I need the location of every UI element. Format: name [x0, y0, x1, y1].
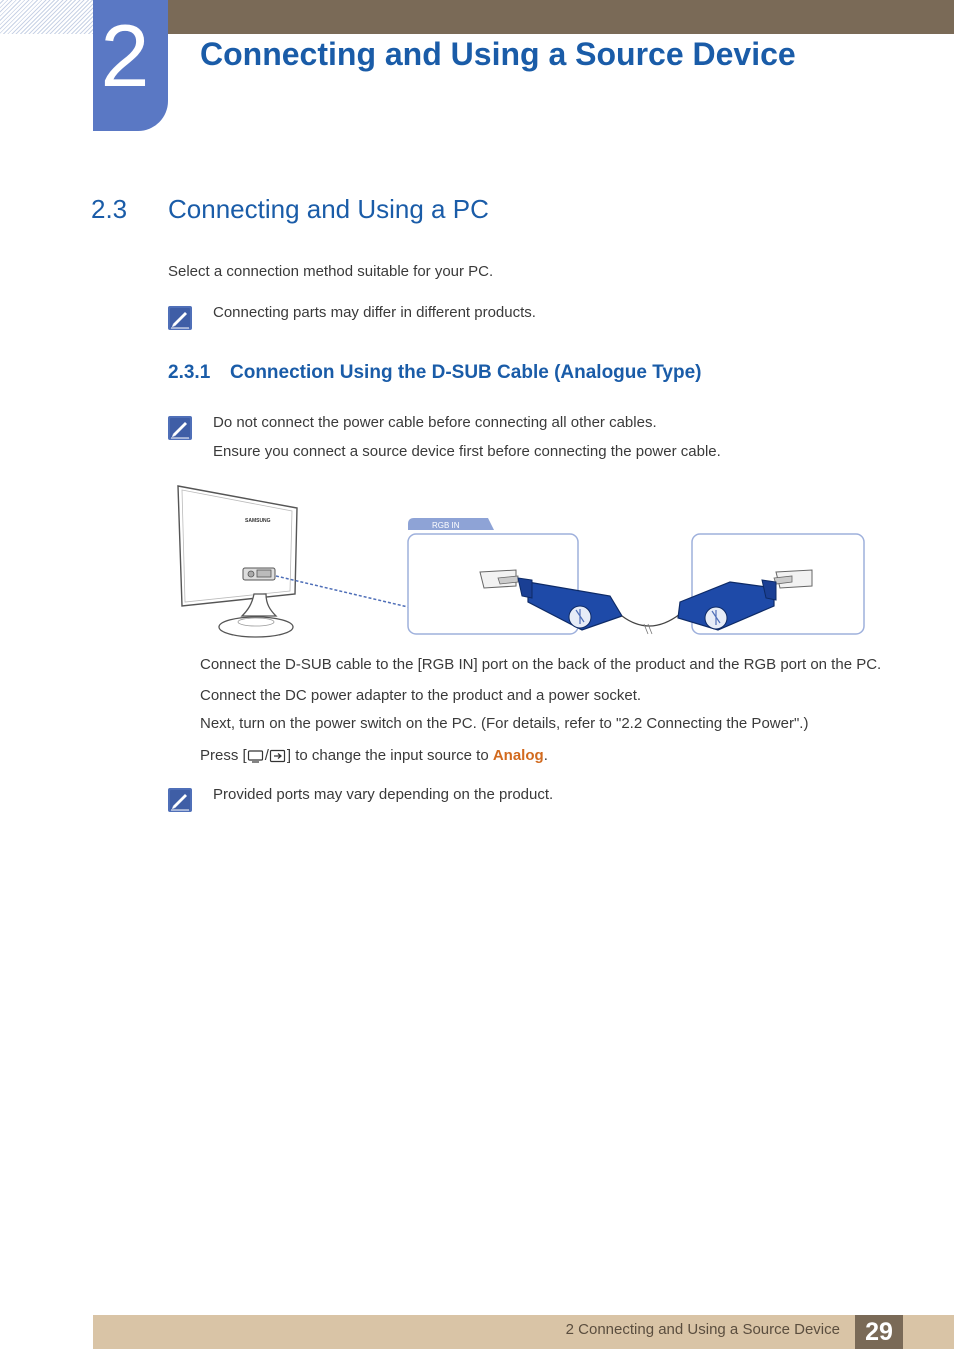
page-number: 29 — [865, 1318, 893, 1346]
port-label: RGB IN — [432, 521, 460, 530]
step-suffix: . — [543, 747, 548, 764]
section-number: 2.3 — [91, 194, 128, 224]
step-text — [200, 746, 548, 766]
brand-label: SAMSUNG — [245, 518, 271, 524]
note-pencil-icon — [168, 306, 192, 330]
rgb-in-panel — [408, 518, 622, 634]
note-text: Ensure you connect a source device first before connecting the power cable. — [213, 443, 721, 460]
monitor-illustration — [178, 486, 297, 637]
note-pencil-icon — [168, 416, 192, 440]
analog-highlight: Analog — [492, 747, 544, 764]
cable-line — [622, 614, 680, 626]
pc-port-panel — [678, 534, 864, 634]
connection-diagram — [170, 482, 870, 642]
header-bar — [168, 0, 954, 34]
footer-chapter-title: 2 Connecting and Using a Source Device — [565, 1321, 840, 1338]
subsection-title: Connection Using the D-SUB Cable (Analogue Type) — [230, 362, 702, 383]
note-text: Do not connect the power cable before connecting all other cables. — [213, 414, 657, 431]
step-text: Next, turn on the power switch on the PC. (For details, refer to "2.2 Connecting the Power".) — [200, 715, 809, 732]
note-text: Connecting parts may differ in different products. — [213, 304, 536, 321]
source-key-icon — [247, 749, 265, 763]
enter-key-icon — [269, 749, 287, 763]
step-text: Connect the D-SUB cable to the [RGB IN] port on the back of the product and the RGB port on the PC. — [200, 656, 882, 673]
note-text: Provided ports may vary depending on the product. — [213, 786, 554, 803]
chapter-number: 2 — [100, 6, 150, 105]
section-title: Connecting and Using a PC — [168, 194, 489, 224]
header-hatch-decoration — [0, 0, 93, 34]
note-pencil-icon — [168, 788, 192, 812]
callout-line — [276, 576, 408, 607]
key-separator: / — [264, 747, 269, 764]
section-intro: Select a connection method suitable for your PC. — [168, 263, 494, 280]
step-prefix: Press [ — [200, 747, 247, 764]
step-text: Connect the DC power adapter to the product and a power socket. — [200, 687, 642, 704]
subsection-number: 2.3.1 — [168, 362, 211, 383]
chapter-title: Connecting and Using a Source Device — [200, 36, 796, 72]
step-mid: ] to change the input source to — [286, 747, 493, 764]
